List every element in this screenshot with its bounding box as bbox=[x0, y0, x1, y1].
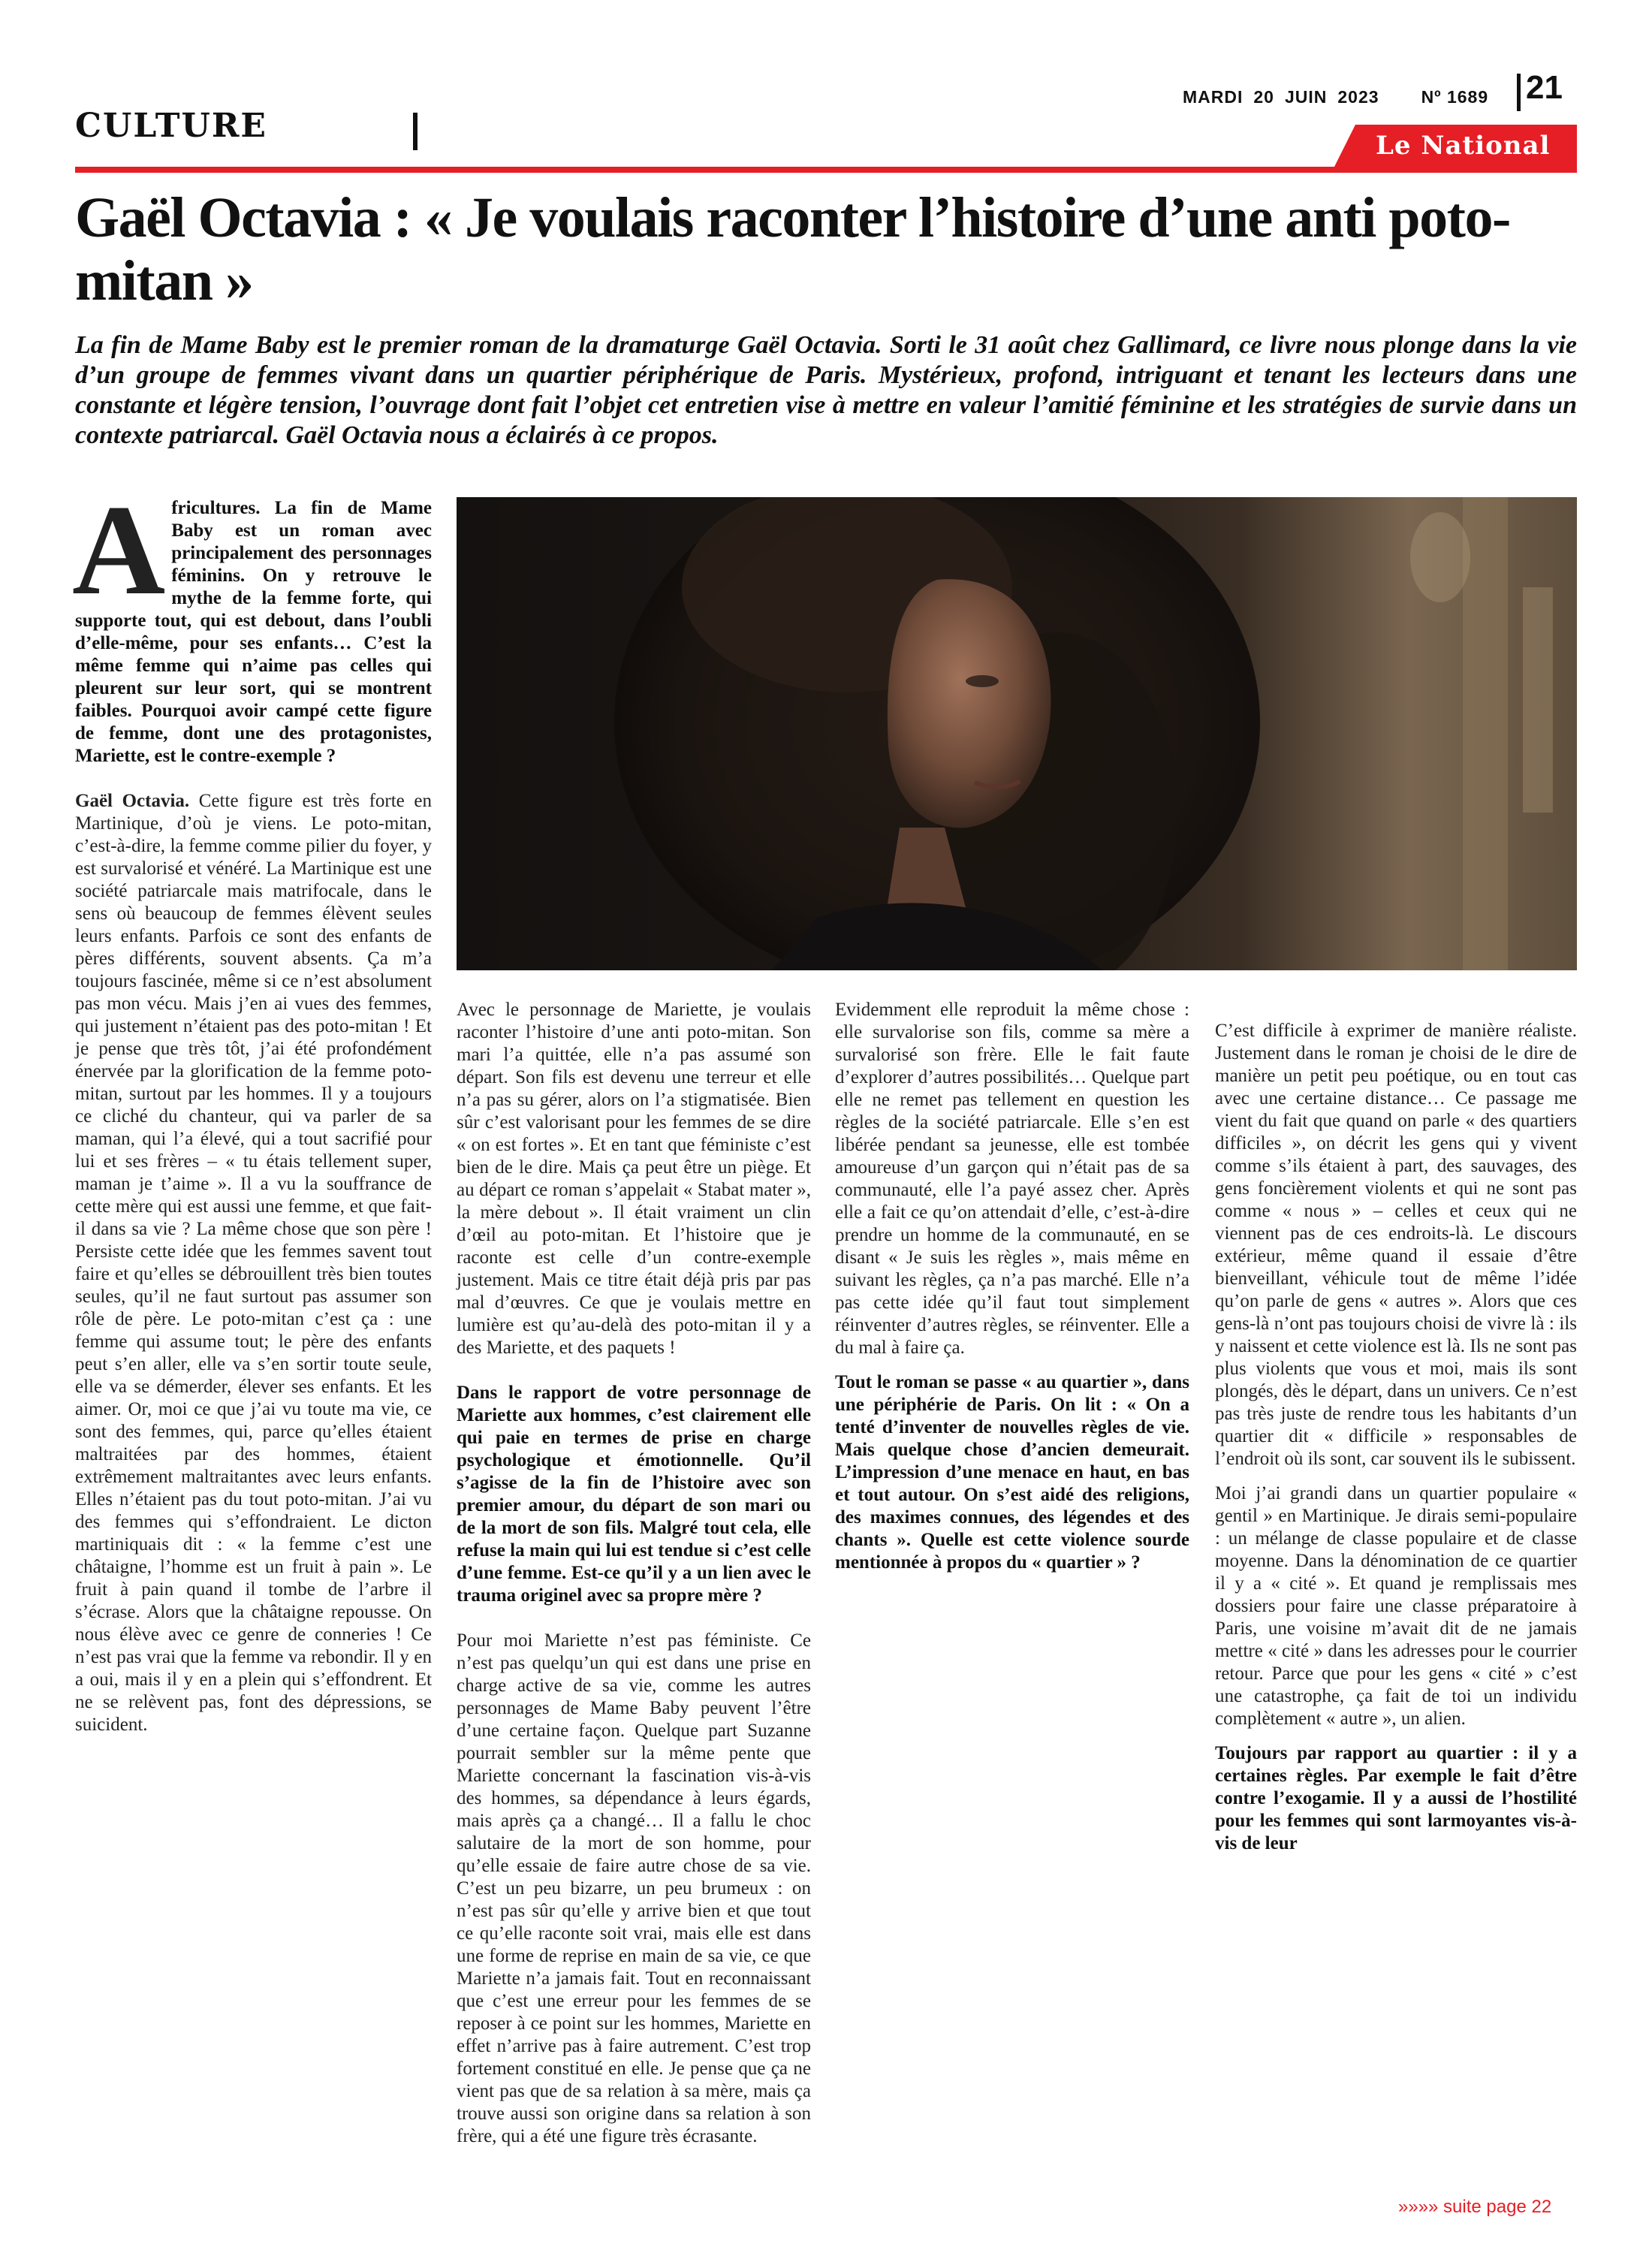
answer-speaker: Gaël Octavia. bbox=[75, 791, 190, 811]
section-divider bbox=[413, 113, 418, 150]
answer-1 bbox=[75, 790, 432, 1736]
author-portrait-photo bbox=[457, 497, 1577, 970]
header-rule bbox=[75, 167, 1577, 173]
page-number: 21 bbox=[1526, 69, 1563, 106]
continued-link[interactable]: »»»» suite page 22 bbox=[1398, 2197, 1552, 2217]
question-1 bbox=[72, 479, 432, 768]
page-number-rule bbox=[1517, 74, 1521, 111]
answer-2-continued: Evidemment elle reproduit la même chose : elle survalorise son fils, comme sa mère a survalorisé son frère. Elle le fait faute d’explorer d’autres possibilités… Quelque part elle ne remet pas tellement en question les règles de la société patriarcale. Elle s’en est libérée pendant sa jeunesse, elle est tombée amoureuse d’un garçon qui n’était pas de sa communauté, elle l’a payé assez cher. Après elle a fait ce qu’on attendait d’elle, c’est-à-dire prendre un homme de la communauté, en se disant « Je suis les règles », mais même en suivant les règles, ça n’a pas marché. Elle n’a pas cette idée qu’il faut tout simplement réinventer d’autres règles, se réinventer. Elle a du mal à faire ça. bbox=[835, 1000, 1189, 1358]
column-4 bbox=[1215, 1020, 1577, 1867]
date-number: 20 bbox=[1253, 87, 1274, 107]
question-3: Tout le roman se passe « au quartier », dans une périphérie de Paris. On lit : « On a tenté d’inventer de nouvelles règles de vie. Mais quelque chose d’ancien demeurait. L’impression d’une menace en haut, en bas et tout autour. On s’est aidé des religions, des maximes connues, des légendes et des chants ». Quelle est cette violence sourde mentionnée à propos du « quartier » ? bbox=[835, 1372, 1189, 1573]
column-1 bbox=[72, 479, 432, 1748]
question-1-text: fricultures. La fin de Mame Baby est un roman avec principalement des personnages féminins. On y retrouve le mythe de la femme forte, qui supporte tout, qui est debout, dans l’oubli d’elle-même, pour ses enfants… C’est la même femme qui n’aime pas celles qui pleurent sur leur sort, qui se montrent faibles. Pourquoi avoir campé cette figure de femme, dont une des protagonistes, Mariette, est le contre-exemple ? bbox=[75, 498, 432, 766]
date-month: JUIN bbox=[1284, 87, 1328, 107]
question-2: Dans le rapport de votre personnage de Mariette aux hommes, c’est clairement elle qui paie en termes de prise en charge psychologique et émotionnelle. Qu’il s’agisse de la fin de l’histoire avec son premier amour, du départ de son mari ou de la mort de son fils. Malgré tout cela, elle refuse la main qui lui est tendue si c’est celle d’une femme. Est-ce qu’il y a un lien avec le trauma originel avec sa propre mère ? bbox=[457, 1383, 811, 1606]
answer-3-paragraph-1: C’est difficile à exprimer de manière réaliste. Justement dans le roman je choisi de le dire de manière un petit peu poétique, ou en tout cas avec une certaine distance… Ce passage me vient du fait que quand on parle « des quartiers difficiles », on décrit les gens qui y vivent comme s’ils étaient à part, des sauvages, des gens foncièrement violents et qui ne sont pas comme « nous » – celles et ceux qui ne viennent pas de ces endroits-là. Le discours extérieur, même quand il essaie d’être bienveillant, véhicule tout de même l’idée qu’on parle de gens « autres ». Alors que ces gens-là n’ont pas toujours choisi de vivre là : ils y naissent et cette violence est là. Ils ne sont pas plus violents que vous et moi, mais ils sont plongés, dès le départ, dans un univers. Ce n’est pas très juste de rendre tous les habitants d’un quartier dit « difficile » responsables de l’endroit où ils sont, car souvent ils le subissent. bbox=[1215, 1021, 1577, 1469]
date-year: 2023 bbox=[1337, 87, 1379, 107]
column-3 bbox=[835, 999, 1189, 1586]
date-day: MARDI bbox=[1183, 87, 1244, 107]
answer-3-paragraph-2: Moi j’ai grandi dans un quartier populaire « gentil » en Martinique. Je dirais semi-populaire : un mélange de classe populaire et de classe moyenne. Dans la dénomination de ce quartier il y a « cité ». Et quand je remplissais mes dossiers pour faire une classe préparatoire à Paris, une voisine m’avait dit de ne jamais mettre « cité » dans les adresses pour le courrier retour. Parce que pour les gens « cité » c’est une catastrophe, ça fait de toi un individu complètement « autre », un alien. bbox=[1215, 1483, 1577, 1729]
column-2 bbox=[457, 999, 811, 2160]
section-label: CULTURE bbox=[75, 107, 267, 145]
question-4: Toujours par rapport au quartier : il y a certaines règles. Par exemple le fait d’être contre l’exogamie. Il y a aussi de l’hostilité pour les femmes qui sont larmoyantes vis-à-vis de leur bbox=[1215, 1743, 1577, 1853]
drop-cap: A bbox=[72, 479, 166, 622]
brand-name: Le National bbox=[1376, 131, 1551, 161]
answer-1-text: Cette figure est très forte en Martinique, d’où je viens. Le poto-mitan, c’est-à-dire, la femme comme pilier du foyer, y est survalorisé et vénéré. La Martinique est une société patriarcale mais matrifocale, dans le sens où beaucoup de femmes élèvent seules leurs enfants. Parfois ce sont des enfants de pères différents, souvent absents. Ça m’a toujours fascinée, même si ce n’est absolument pas mon vécu. Mais j’en ai vues des femmes, qui justement n’étaient pas des poto-mitan ! Et je pense que très tôt, j’ai été profondément énervée par la glorification de la femme poto-mitan, surtout par les hommes. Il y a toujours ce cliché du chanteur, qui va parler de sa maman, qui l’a élevé, qui a tout sacrifié pour lui et ses frères – « tu étais tellement super, maman je t’aime ». Il a vu la souffrance de cette mère qui est aussi une femme, et que fait-il dans sa vie ? La même chose que son père ! Persiste cette idée que les femmes savent tout faire et qu’elles se débrouillent très bien toutes seules, qu’il ne faut surtout pas assumer son rôle de père. Le poto-mitan c’est ça : une femme qui assume tout; le père des enfants peut s’en aller, elle va s’en sortir toute seule, elle va se démerder, élever ses enfants. Et les aimer. Or, moi ce que j’ai vu toute ma vie, ce sont des femmes, qui, parce qu’elles étaient maltraitées par des hommes, étaient extrêmement maltraitantes avec leurs enfants. Elles n’étaient pas du tout poto-mitan. J’ai vu des femmes qui s’effondraient. Le dicton martiniquais dit : « la femme c’est une châtaigne, l’homme est un fruit à pain ». Le fruit à pain quand il tombe de l’arbre il s’écrase. Alors que la châtaigne repousse. On nous élève avec ce genre de conneries ! Ce n’est pas vrai que la femme va rebondir. Il y en a oui, mais il y en a plein qui s’effondrent. Et ne se relèvent pas, font des dépressions, se suicident. bbox=[75, 791, 432, 1735]
answer-2: Pour moi Mariette n’est pas féministe. Ce n’est pas quelqu’un qui est dans une prise en charge active de sa vie, comme les autres personnages de Mame Baby peuvent l’être d’une certaine façon. Quelque part Suzanne pourrait sembler sur la même pente que Mariette concernant la fascination vis-à-vis des hommes, sa dépendance à leurs égards, mais après ça a changé… Il a fallu le choc salutaire de la mort de son homme, pour qu’elle essaie de faire autre chose de sa vie. C’est un peu bizarre, un peu brumeux : on n’est pas sûr qu’elle y arrive bien et que tout ce qu’elle raconte soit vrai, mais elle est dans une forme de reprise en main de sa vie, ce que Mariette n’a jamais fait. Tout en reconnaissant que c’est une erreur pour les femmes de se reposer à ce point sur les hommes, Mariette en effet n’arrive pas à faire autrement. C’est trop fortement constitué en elle. Je pense que ça ne vient pas que de sa relation à sa mère, mais ça trouve aussi son origine dans sa relation à son frère, qui a été une figure très écrasante. bbox=[457, 1630, 811, 2146]
dateline bbox=[1183, 87, 1499, 107]
headline: Gaël Octavia : « Je voulais raconter l’histoire d’une anti poto-mitan » bbox=[75, 186, 1510, 312]
issue-number: Nº 1689 bbox=[1421, 87, 1489, 107]
answer-1-continued: Avec le personnage de Mariette, je voulais raconter l’histoire d’une anti poto-mitan. Son mari l’a quittée, elle n’a pas assumé son départ. Son fils est devenu une terreur et elle n’a pas su gérer, alors on l’a stigmatisée. Bien sûr c’est valorisant pour les femmes de se dire « on est fortes ». Et en tant que féministe c’est bien de le dire. Mais ça peut être un piège. Et au départ ce roman s’appelait « Stabat mater », la mère debout ». Il était vraiment un clin d’œil au poto-mitan. Et l’histoire que je raconte est celle d’un contre-exemple justement. Mais ce titre était déjà pris par pas mal d’œuvres. Ce que je voulais mettre en lumière est qu’au-delà des poto-mitan il y a des Mariette, et des paquets ! bbox=[457, 1000, 811, 1358]
standfirst: La fin de Mame Baby est le premier roman de la dramaturge Gaël Octavia. Sorti le 31 août chez Gallimard, ce livre nous plonge dans la vie d’un groupe de femmes vivant dans un quartier périphérique de Paris. Mystérieux, profond, intriguant et tenant les lecteurs dans une constante et légère tension, l’ouvrage dont fait l’objet cet entretien vise à mettre en valeur l’amitié féminine et les stratégies de survie dans un contexte patriarcal. Gaël Octavia nous a éclairés à ce propos. bbox=[75, 331, 1577, 449]
